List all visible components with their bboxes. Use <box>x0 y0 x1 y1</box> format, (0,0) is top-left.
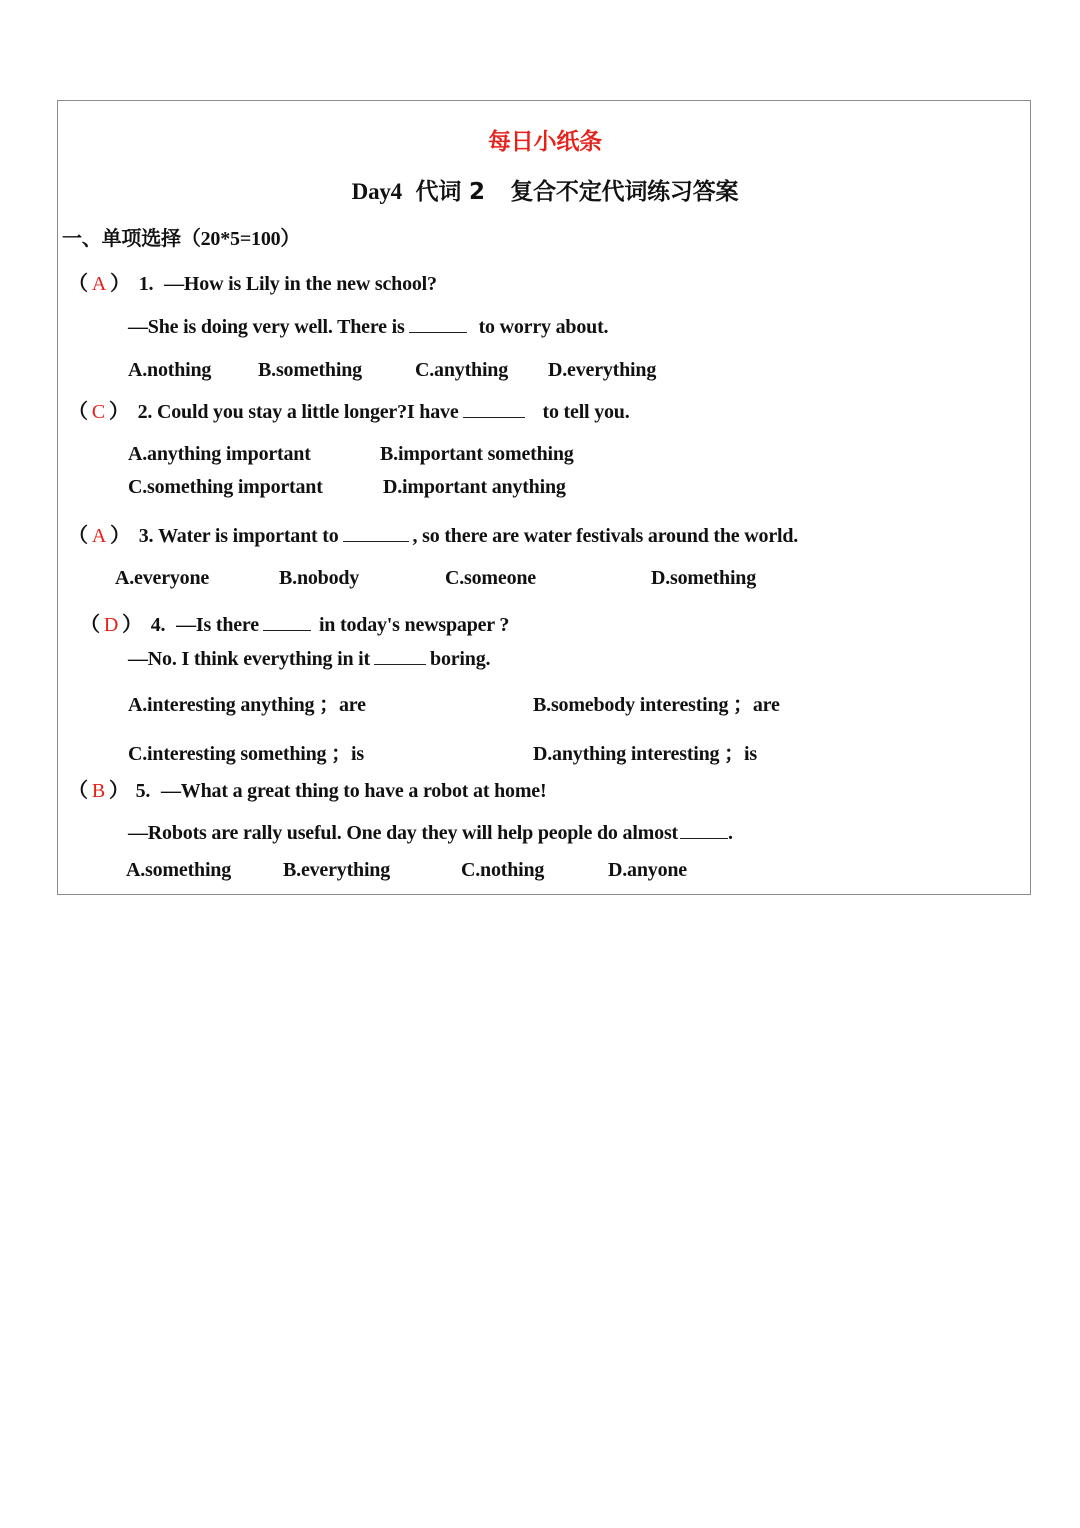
question-2-option-c: C.something important <box>128 476 323 498</box>
answer-blank <box>263 614 311 631</box>
question-1-line2: —She is doing very well. There is to worry about. <box>128 316 609 338</box>
subtitle-topic: 代词 2 <box>415 179 485 205</box>
page-title: 每日小纸条 <box>487 129 602 155</box>
section-label: 一、单项选择 <box>62 226 181 250</box>
question-2-option-b: B.important something <box>380 443 574 465</box>
question-1-stem: （ A ） 1. —How is Lily in the new school? <box>68 271 437 295</box>
question-1-option-a: A.nothing <box>128 359 212 381</box>
subtitle-day: Day4 <box>351 179 402 204</box>
question-4-option-b: B.somebody interesting ；are <box>533 694 780 716</box>
answer-blank <box>343 525 409 542</box>
question-3-stem: （ A ） 3. Water is important to , so there are water festivals around the world. <box>68 523 799 547</box>
question-1-number: 1. <box>138 273 154 295</box>
question-5-option-d: D.anyone <box>608 859 687 881</box>
question-5-line2: —Robots are rally useful. One day they will help people do almost . <box>128 822 733 844</box>
question-5-option-b: B.everything <box>283 859 391 881</box>
question-3-option-a: A.everyone <box>115 567 210 589</box>
question-4-number: 4. <box>150 614 166 636</box>
answer-blank <box>374 648 426 665</box>
page-subtitle <box>58 177 1032 207</box>
question-3-option-c: C.someone <box>445 567 536 589</box>
question-1-line1: —How is Lily in the new school? <box>164 273 437 295</box>
question-4-option-d: D.anything interesting ；is <box>533 743 757 765</box>
question-1-option-b: B.something <box>258 359 362 381</box>
question-5-option-c: C.nothing <box>461 859 545 881</box>
question-5-option-a: A.something <box>126 859 232 881</box>
question-4-stem: （ D ） 4. —Is there in today's newspaper ? <box>80 612 510 636</box>
answer-blank <box>463 401 525 418</box>
question-3-option-b: B.nobody <box>279 567 360 589</box>
question-3-number: 3. <box>138 525 154 547</box>
question-4-option-c: C.interesting something ；is <box>128 743 364 765</box>
worksheet-card <box>57 100 1031 895</box>
section-score: 20*5=100 <box>200 228 281 250</box>
section-heading: 一、单项选择（20*5=100） <box>62 226 301 250</box>
subtitle-name: 复合不定代词练习答案 <box>510 179 739 205</box>
question-2-option-a: A.anything important <box>128 443 311 465</box>
question-2-stem: （ C ） 2. Could you stay a little longer?I have to tell you. <box>68 399 630 423</box>
question-5-stem: （ B ） 5. —What a great thing to have a robot at home! <box>68 778 547 802</box>
question-5-line1: —What a great thing to have a robot at home! <box>161 780 547 802</box>
answer-blank <box>409 316 467 333</box>
question-2-option-d: D.important anything <box>383 476 566 498</box>
answer-blank <box>680 822 728 839</box>
question-4-answer: D <box>103 614 119 636</box>
question-1-option-c: C.anything <box>415 359 509 381</box>
question-2-answer: C <box>91 401 105 423</box>
question-4-line2: —No. I think everything in it boring. <box>128 648 491 670</box>
question-5-answer: B <box>91 780 105 802</box>
question-1-option-d: D.everything <box>548 359 657 381</box>
question-4-option-a: A.interesting anything ；are <box>128 694 366 716</box>
question-1-answer: A <box>91 273 107 295</box>
question-5-number: 5. <box>135 780 151 802</box>
question-2-number: 2. <box>137 401 153 423</box>
question-3-option-d: D.something <box>651 567 757 589</box>
question-3-answer: A <box>91 525 107 547</box>
